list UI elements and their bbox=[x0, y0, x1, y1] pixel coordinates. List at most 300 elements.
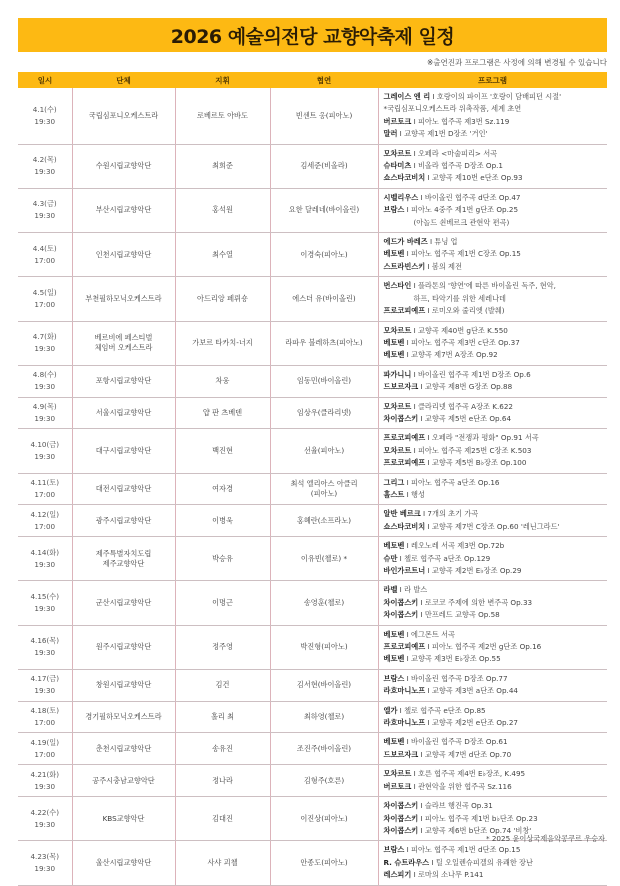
work: 오페라 "전쟁과 평화" Op.91 서곡 bbox=[431, 433, 539, 443]
time: 19:30 bbox=[34, 382, 56, 392]
date: 4.11(토) bbox=[30, 477, 60, 487]
separator: I bbox=[420, 509, 428, 519]
composer: 라벨 bbox=[383, 585, 398, 595]
soloist-line: 선율(피아노) bbox=[303, 445, 345, 455]
work: 바이올린 협주곡 D장조 Op.77 bbox=[411, 673, 508, 683]
composer: 모차르트 bbox=[383, 445, 412, 455]
orchestra-line: 창원시립교향악단 bbox=[95, 680, 152, 690]
soloist-cell bbox=[270, 88, 378, 144]
soloist-line: 요한 달레네(바이올린) bbox=[288, 205, 360, 215]
orchestra-line: 서울시립교향악단 bbox=[95, 407, 152, 417]
separator: I bbox=[404, 489, 412, 499]
work: 7개의 초기 가곡 bbox=[427, 509, 479, 519]
time: 19:30 bbox=[34, 211, 56, 221]
time: 19:30 bbox=[34, 604, 56, 614]
orchestra-line: 국립심포니오케스트라 bbox=[88, 110, 159, 120]
orchestra-cell bbox=[72, 233, 175, 277]
composer: 라흐마니노프 bbox=[383, 718, 426, 728]
composer: 버르토크 bbox=[383, 116, 412, 126]
soloist-line: 조진주(바이올린) bbox=[296, 743, 352, 753]
composer: 베토벤 bbox=[383, 249, 405, 259]
separator: I bbox=[404, 541, 412, 551]
program-cell bbox=[378, 429, 607, 473]
orchestra-line: KBS교향악단 bbox=[102, 813, 145, 823]
program-cell bbox=[378, 669, 607, 701]
program-line bbox=[384, 641, 604, 653]
date-cell bbox=[18, 581, 72, 625]
work: 플라톤의 '향연'에 따른 바이올린 독주, 현악, bbox=[417, 281, 556, 291]
separator: I bbox=[397, 705, 405, 715]
work: 교향곡 제3번 E♭장조 Op.55 bbox=[411, 654, 501, 664]
program-line bbox=[384, 413, 604, 425]
title-banner bbox=[18, 18, 607, 52]
separator: I bbox=[411, 325, 418, 335]
program-line bbox=[384, 717, 604, 729]
work: 로마의 소나무 P.141 bbox=[417, 870, 484, 880]
program-line bbox=[384, 116, 604, 128]
program-line bbox=[384, 280, 604, 292]
orchestra-line: 베르비에 페스티벌 bbox=[94, 333, 153, 343]
separator: I bbox=[418, 382, 425, 392]
program-cell bbox=[378, 144, 607, 188]
program-line bbox=[384, 736, 604, 748]
program-cell bbox=[378, 397, 607, 429]
separator: I bbox=[397, 129, 405, 139]
work: 교향곡 제7번 C장조 Op.60 '레닌그라드' bbox=[431, 521, 560, 531]
program-line bbox=[384, 91, 604, 103]
orchestra-cell bbox=[72, 505, 175, 537]
program-line bbox=[384, 337, 604, 349]
date-cell bbox=[18, 505, 72, 537]
table-row bbox=[18, 88, 607, 144]
time: 17:00 bbox=[34, 521, 56, 531]
program-line bbox=[384, 204, 604, 216]
soloist-line: 박진형(피아노) bbox=[300, 642, 348, 652]
date-cell bbox=[18, 669, 72, 701]
soloist-cell bbox=[270, 188, 378, 232]
program-cell bbox=[378, 581, 607, 625]
separator: I bbox=[425, 306, 432, 316]
separator: I bbox=[404, 629, 412, 639]
separator: I bbox=[404, 737, 412, 747]
soloist-line: 김형주(호른) bbox=[303, 775, 345, 785]
time: 19:30 bbox=[34, 167, 56, 177]
composer: 차이콥스키 bbox=[383, 610, 419, 620]
time: 19:30 bbox=[34, 863, 56, 873]
soloist-line: 김세준(비올라) bbox=[300, 161, 348, 171]
date-cell bbox=[18, 144, 72, 188]
time: 19:30 bbox=[34, 648, 56, 658]
separator: I bbox=[411, 781, 418, 791]
composer: 엘가 bbox=[383, 705, 398, 715]
program-line bbox=[384, 325, 604, 337]
separator: I bbox=[411, 870, 418, 880]
conductor-cell: 백진현 bbox=[175, 429, 270, 473]
program-line bbox=[384, 236, 604, 248]
work: 바이올린 협주곡 제1번 D장조 Op.6 bbox=[417, 369, 531, 379]
orchestra-cell bbox=[72, 625, 175, 669]
soloist-cell bbox=[270, 473, 378, 505]
separator: I bbox=[425, 458, 432, 468]
separator: I bbox=[411, 161, 418, 171]
program-line bbox=[384, 781, 604, 793]
date: 4.5(일) bbox=[32, 287, 57, 297]
conductor-cell: 최희준 bbox=[175, 144, 270, 188]
program-cell bbox=[378, 841, 607, 885]
date: 4.1(수) bbox=[32, 104, 57, 114]
header-date: 일시 bbox=[18, 72, 72, 88]
program-cell bbox=[378, 701, 607, 733]
program-cell bbox=[378, 277, 607, 321]
separator: I bbox=[425, 718, 432, 728]
date-cell bbox=[18, 765, 72, 797]
program-cell bbox=[378, 188, 607, 232]
composer: 그리그 bbox=[383, 477, 405, 487]
work: 피아노 협주곡 제1번 d단조 Op.15 bbox=[411, 845, 521, 855]
program-line bbox=[384, 685, 604, 697]
soloist-line: 임동민(바이올린) bbox=[296, 376, 352, 386]
header-conductor: 지휘 bbox=[175, 72, 270, 88]
soloist-line: 안종도(피아노) bbox=[300, 857, 348, 867]
soloist-line: (피아노) bbox=[310, 488, 338, 498]
date-cell bbox=[18, 429, 72, 473]
change-notice: ※출연진과 프로그램은 사정에 의해 변경될 수 있습니다 bbox=[427, 58, 607, 67]
date: 4.3(금) bbox=[32, 199, 57, 209]
orchestra-line: 부산시립교향악단 bbox=[95, 205, 152, 215]
work: 피아노 협주곡 제3번 c단조 Op.37 bbox=[411, 337, 520, 347]
program-line bbox=[384, 432, 604, 444]
date: 4.2(목) bbox=[32, 155, 57, 165]
program-line bbox=[384, 477, 604, 489]
orchestra-line: 대구시립교향악단 bbox=[95, 445, 152, 455]
work: 오페라 <마술피리> 서곡 bbox=[417, 148, 498, 158]
date-cell bbox=[18, 321, 72, 365]
orchestra-cell bbox=[72, 144, 175, 188]
work: 레오노레 서곡 제3번 Op.72b bbox=[411, 541, 505, 551]
work: 교향곡 제10번 e단조 Op.93 bbox=[431, 173, 523, 183]
date: 4.17(금) bbox=[30, 674, 60, 684]
conductor-cell: 여자경 bbox=[175, 473, 270, 505]
date: 4.10(금) bbox=[30, 439, 60, 449]
program-line bbox=[384, 293, 604, 305]
date: 4.18(토) bbox=[30, 706, 60, 716]
date-cell bbox=[18, 365, 72, 397]
time: 19:30 bbox=[34, 781, 56, 791]
separator: I bbox=[404, 205, 412, 215]
separator: I bbox=[425, 521, 432, 531]
program-line bbox=[384, 609, 604, 621]
program-line bbox=[384, 401, 604, 413]
work: 교향곡 제40번 g단조 K.550 bbox=[417, 325, 508, 335]
soloist-cell bbox=[270, 429, 378, 473]
date: 4.23(목) bbox=[30, 851, 60, 861]
composer: 쇼스타코비치 bbox=[383, 173, 426, 183]
separator: I bbox=[418, 749, 425, 759]
separator: I bbox=[404, 845, 412, 855]
table-row bbox=[18, 669, 607, 701]
conductor-cell: 최수열 bbox=[175, 233, 270, 277]
work: 만프레드 교향곡 Op.58 bbox=[424, 610, 500, 620]
table-row bbox=[18, 841, 607, 885]
time: 17:00 bbox=[34, 749, 56, 759]
composer: 차이콥스키 bbox=[383, 801, 419, 811]
soloist-line: 김서현(바이올린) bbox=[296, 680, 352, 690]
schedule-table bbox=[18, 72, 607, 886]
separator: I bbox=[411, 401, 418, 411]
soloist-cell bbox=[270, 733, 378, 765]
composer: 버르토크 bbox=[383, 781, 412, 791]
program-cell bbox=[378, 733, 607, 765]
separator: I bbox=[418, 597, 425, 607]
program-line bbox=[384, 192, 604, 204]
time: 17:00 bbox=[34, 718, 56, 728]
work: 로미오와 줄리엣 (발췌) bbox=[431, 306, 505, 316]
work: 틸 오일렌슈피겔의 유쾌한 장난 bbox=[435, 857, 533, 867]
work: 첼로 협주곡 e단조 Op.85 bbox=[404, 705, 486, 715]
program-line bbox=[384, 489, 604, 501]
soloist-cell bbox=[270, 841, 378, 885]
program-line bbox=[384, 857, 604, 869]
date: 4.9(목) bbox=[32, 401, 57, 411]
conductor-cell: 차웅 bbox=[175, 365, 270, 397]
composer: 베토벤 bbox=[383, 350, 405, 360]
separator: I bbox=[411, 369, 418, 379]
composer: 브람스 bbox=[383, 845, 405, 855]
composer: 레스피기 bbox=[383, 870, 412, 880]
conductor-cell: 김건 bbox=[175, 669, 270, 701]
conductor-cell: 정나라 bbox=[175, 765, 270, 797]
composer: 모차르트 bbox=[383, 325, 412, 335]
separator: I bbox=[429, 857, 436, 867]
soloist-line: 라파우 블레하츠(피아노) bbox=[285, 338, 363, 348]
work: 클라리넷 협주곡 A장조 K.622 bbox=[417, 401, 513, 411]
work: 튜닝 업 bbox=[434, 237, 458, 247]
date: 4.12(일) bbox=[30, 509, 60, 519]
page-title: 2026 예술의전당 교향악축제 일정 bbox=[170, 25, 455, 48]
orchestra-cell bbox=[72, 581, 175, 625]
soloist-cell bbox=[270, 365, 378, 397]
composer: 파가니니 bbox=[383, 369, 412, 379]
program-line bbox=[384, 369, 604, 381]
orchestra-line: 광주시립교향악단 bbox=[95, 515, 152, 525]
date: 4.8(수) bbox=[32, 370, 57, 380]
work: 행성 bbox=[411, 489, 425, 499]
work: 호랑이의 파이프 '호랑이 담배피던 시절' bbox=[436, 92, 562, 101]
program-line bbox=[384, 800, 604, 812]
orchestra-line: 부천필하모닉오케스트라 bbox=[85, 293, 162, 303]
table-row bbox=[18, 321, 607, 365]
program-cell bbox=[378, 625, 607, 669]
orchestra-line: 경기필하모닉오케스트라 bbox=[85, 712, 162, 722]
work: 하프, 타악기를 위한 세레나데 bbox=[413, 293, 506, 303]
soloist-cell bbox=[270, 505, 378, 537]
composer: 프로코피예프 bbox=[383, 642, 426, 652]
program-line bbox=[384, 248, 604, 260]
soloist-cell bbox=[270, 797, 378, 841]
program-line bbox=[384, 597, 604, 609]
date-cell bbox=[18, 233, 72, 277]
composer: 베토벤 bbox=[383, 629, 405, 639]
separator: I bbox=[411, 281, 418, 291]
work: 피아노 협주곡 제1번 C장조 Op.15 bbox=[411, 249, 521, 259]
program-line bbox=[384, 768, 604, 780]
program-cell bbox=[378, 365, 607, 397]
time: 17:00 bbox=[34, 299, 56, 309]
work: 교향곡 제2번 E♭장조 Op.29 bbox=[431, 566, 522, 575]
composer: 번스타인 bbox=[383, 281, 412, 291]
table-row bbox=[18, 429, 607, 473]
time: 19:30 bbox=[34, 559, 56, 569]
work: 교향곡 제5번 e단조 Op.64 bbox=[424, 413, 512, 423]
orchestra-cell bbox=[72, 321, 175, 365]
soloist-cell bbox=[270, 277, 378, 321]
work: 교향곡 제2번 e단조 Op.27 bbox=[431, 718, 518, 728]
composer: 프로코피예프 bbox=[383, 433, 426, 443]
composer: 베토벤 bbox=[383, 337, 405, 347]
date: 4.22(수) bbox=[30, 807, 60, 817]
date-cell bbox=[18, 277, 72, 321]
date-cell bbox=[18, 188, 72, 232]
composer: 프로코피예프 bbox=[383, 458, 426, 468]
program-cell bbox=[378, 233, 607, 277]
work: 피아노 협주곡 제25번 C장조 K.503 bbox=[417, 445, 532, 455]
program-line bbox=[384, 553, 604, 565]
program-cell bbox=[378, 537, 607, 581]
composer: 차이콥스키 bbox=[383, 597, 419, 607]
orchestra-cell bbox=[72, 277, 175, 321]
separator: I bbox=[425, 433, 432, 443]
conductor-cell: 정주영 bbox=[175, 625, 270, 669]
orchestra-line: 인천시립교향악단 bbox=[95, 249, 152, 259]
program-line bbox=[384, 869, 604, 881]
work: *국립심포니오케스트라 위촉작품, 세계 초연 bbox=[383, 104, 522, 114]
composer: 쇼스타코비치 bbox=[383, 521, 426, 531]
composer: 드보르자크 bbox=[383, 382, 419, 392]
conductor-cell: 홀리 최 bbox=[175, 701, 270, 733]
program-line bbox=[384, 305, 604, 317]
time: 17:00 bbox=[34, 489, 56, 499]
work: (아놀드 쇤베르크 관현악 편곡) bbox=[413, 217, 510, 227]
orchestra-line: 춘천시립교향악단 bbox=[95, 743, 152, 753]
date: 4.4(토) bbox=[32, 243, 57, 253]
orchestra-cell bbox=[72, 797, 175, 841]
program-line bbox=[384, 521, 604, 533]
work: 교향곡 제7번 d단조 Op.70 bbox=[424, 749, 512, 759]
conductor-cell: 얍 판 츠베덴 bbox=[175, 397, 270, 429]
soloist-line: 이진상(피아노) bbox=[300, 813, 348, 823]
conductor-cell: 김대진 bbox=[175, 797, 270, 841]
soloist-line: 최하영(첼로) bbox=[303, 712, 345, 722]
separator: I bbox=[418, 801, 425, 811]
composer: 모차르트 bbox=[383, 401, 412, 411]
date-cell bbox=[18, 625, 72, 669]
program-line bbox=[384, 508, 604, 520]
work: 로코코 주제에 의한 변주곡 Op.33 bbox=[424, 597, 533, 607]
header-orchestra: 단체 bbox=[72, 72, 175, 88]
orchestra-line: 체임버 오케스트라 bbox=[94, 343, 153, 353]
separator: I bbox=[425, 642, 432, 652]
orchestra-line: 군산시립교향악단 bbox=[95, 598, 152, 608]
composer: 베토벤 bbox=[383, 737, 405, 747]
date-cell bbox=[18, 733, 72, 765]
work: 라 발스 bbox=[404, 585, 428, 595]
orchestra-cell bbox=[72, 669, 175, 701]
soloist-cell bbox=[270, 581, 378, 625]
work: 피아노 4중주 제1번 g단조 Op.25 bbox=[411, 205, 519, 215]
conductor-cell: 송유진 bbox=[175, 733, 270, 765]
program-line bbox=[384, 349, 604, 361]
date: 4.14(화) bbox=[30, 547, 60, 557]
work: 교향곡 제1번 D장조 '거인' bbox=[404, 129, 488, 139]
table-row bbox=[18, 581, 607, 625]
date: 4.19(일) bbox=[30, 737, 60, 747]
program-line bbox=[384, 844, 604, 856]
program-cell bbox=[378, 473, 607, 505]
soloist-line: 홍혜란(소프라노) bbox=[296, 515, 352, 525]
composer: 바인가르트너 bbox=[383, 566, 426, 575]
separator: I bbox=[397, 553, 405, 563]
orchestra-line: 공주시충남교향악단 bbox=[92, 775, 155, 785]
composer: 에드가 바레즈 bbox=[383, 237, 428, 247]
composer: 라흐마니노프 bbox=[383, 686, 426, 696]
orchestra-line: 원주시립교향악단 bbox=[95, 642, 152, 652]
soloist-line: 최석 엘리아스 아클리 bbox=[290, 478, 358, 488]
composer: 말러 bbox=[383, 129, 398, 139]
separator: I bbox=[411, 148, 418, 158]
date: 4.16(목) bbox=[30, 636, 60, 646]
soloist-cell bbox=[270, 233, 378, 277]
table-row bbox=[18, 701, 607, 733]
soloist-line: 빈센트 옹(피아노) bbox=[295, 110, 353, 120]
table-row bbox=[18, 397, 607, 429]
program-line bbox=[384, 160, 604, 172]
separator: I bbox=[411, 769, 418, 779]
orchestra-cell bbox=[72, 88, 175, 144]
date: 4.21(화) bbox=[30, 769, 60, 779]
date-cell bbox=[18, 397, 72, 429]
program-line bbox=[384, 540, 604, 552]
composer: 브람스 bbox=[383, 673, 405, 683]
table-row bbox=[18, 188, 607, 232]
orchestra-line: 포항시립교향악단 bbox=[95, 376, 152, 386]
composer: 드보르자크 bbox=[383, 749, 419, 759]
work: 비올라 협주곡 D장조 Op.1 bbox=[417, 161, 503, 171]
soloist-cell bbox=[270, 625, 378, 669]
time: 19:30 bbox=[34, 344, 56, 354]
work: 호른 협주곡 제4번 E♭장조, K.495 bbox=[417, 769, 526, 779]
date-cell bbox=[18, 841, 72, 885]
composer: 그레이스 엔 리 bbox=[383, 92, 431, 101]
soloist-line: 에스더 유(바이올린) bbox=[292, 293, 356, 303]
work: 교향곡 제8번 G장조 Op.88 bbox=[424, 382, 513, 392]
composer: 모차르트 bbox=[383, 148, 412, 158]
orchestra-cell bbox=[72, 365, 175, 397]
program-line bbox=[384, 445, 604, 457]
header-program: 프로그램 bbox=[378, 72, 607, 88]
time: 19:30 bbox=[34, 819, 56, 829]
program-cell bbox=[378, 321, 607, 365]
separator: I bbox=[404, 350, 412, 360]
composer: 베토벤 bbox=[383, 541, 405, 551]
footnote: * 2025 윤이상국제음악콩쿠르 우승자 bbox=[485, 834, 605, 843]
soloist-cell bbox=[270, 397, 378, 429]
composer: 홀스트 bbox=[383, 489, 405, 499]
work: 교향곡 제7번 A장조 Op.92 bbox=[411, 350, 498, 360]
composer: R. 슈트라우스 bbox=[383, 857, 430, 867]
orchestra-cell bbox=[72, 537, 175, 581]
composer: 슈만 bbox=[383, 553, 398, 563]
work: 바이올린 협주곡 d단조 Op.47 bbox=[424, 192, 521, 202]
